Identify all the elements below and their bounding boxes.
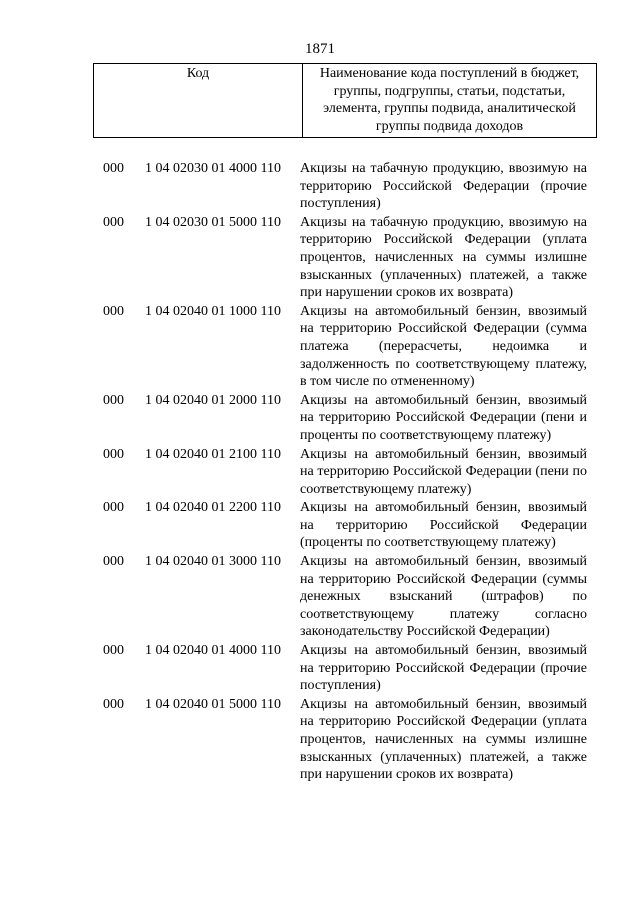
admin-code: 000 <box>103 303 124 319</box>
admin-code: 000 <box>103 643 124 659</box>
admin-code: 000 <box>103 500 124 516</box>
table-row <box>0 642 640 695</box>
revenue-code: 1 04 02040 01 2200 110 <box>145 500 281 516</box>
revenue-description: Акцизы на автомобильный бензин, ввозимый на территорию Российской Федерации (прочие поступления) <box>300 643 587 694</box>
revenue-description: Акцизы на автомобильный бензин, ввозимый на территорию Российской Федерации (сумма платежа (перерасчеты, недоимка и задолженность по соответствующему платежу, в том числе по отмененному) <box>300 303 587 390</box>
revenue-code: 1 04 02040 01 2100 110 <box>145 446 281 462</box>
table-row <box>0 392 640 445</box>
table-row <box>0 303 640 391</box>
revenue-description: Акцизы на автомобильный бензин, ввозимый на территорию Российской Федерации (проценты по соответствующему платежу) <box>300 500 587 551</box>
admin-code: 000 <box>103 446 124 462</box>
admin-code: 000 <box>103 161 124 176</box>
page-number: 1871 <box>305 41 335 57</box>
revenue-code: 1 04 02030 01 4000 110 <box>145 161 281 176</box>
table-row <box>0 696 640 784</box>
table-row <box>0 446 640 499</box>
header-code: Код <box>94 64 303 138</box>
revenue-description: Акцизы на табачную продукцию, ввозимую на территорию Российской Федерации (уплата процентов, начисленных на суммы излишне взысканных (уплаченных) платежей, а также при нарушении сроков их возврата) <box>300 214 587 301</box>
table-row <box>0 214 640 302</box>
revenue-code: 1 04 02040 01 2000 110 <box>145 392 281 408</box>
revenue-code: 1 04 02040 01 1000 110 <box>145 303 281 319</box>
admin-code: 000 <box>103 392 124 408</box>
header-table <box>93 63 597 138</box>
revenue-code: 1 04 02030 01 5000 110 <box>145 214 281 230</box>
revenue-code: 1 04 02040 01 4000 110 <box>145 643 281 659</box>
revenue-description: Акцизы на автомобильный бензин, ввозимый на территорию Российской Федерации (пени и проценты по соответствующему платежу) <box>300 392 587 443</box>
header-name: Наименование кода поступлений в бюджет, группы, подгруппы, статьи, подстатьи, элемента, группы подвида, аналитической группы подвида доходов <box>303 64 597 138</box>
table-row <box>0 553 640 641</box>
revenue-code-list <box>0 160 640 785</box>
table-row <box>0 499 640 552</box>
revenue-code: 1 04 02040 01 5000 110 <box>145 696 281 712</box>
revenue-description: Акцизы на табачную продукцию, ввозимую на территорию Российской Федерации (прочие поступления) <box>300 161 587 212</box>
header-row <box>94 64 597 138</box>
admin-code: 000 <box>103 554 124 570</box>
admin-code: 000 <box>103 214 124 230</box>
revenue-description: Акцизы на автомобильный бензин, ввозимый на территорию Российской Федерации (пени по соответствующему платежу) <box>300 446 587 497</box>
revenue-code: 1 04 02040 01 3000 110 <box>145 554 281 570</box>
revenue-description: Акцизы на автомобильный бензин, ввозимый на территорию Российской Федерации (уплата процентов, начисленных на суммы излишне взысканных (уплаченных) платежей, а также при нарушении сроков их возврата) <box>300 696 587 783</box>
admin-code: 000 <box>103 696 124 712</box>
table-row <box>0 160 640 213</box>
revenue-description: Акцизы на автомобильный бензин, ввозимый на территорию Российской Федерации (суммы денежных взысканий (штрафов) по соответствующему платежу согласно законодательству Российской Федерации) <box>300 554 587 640</box>
